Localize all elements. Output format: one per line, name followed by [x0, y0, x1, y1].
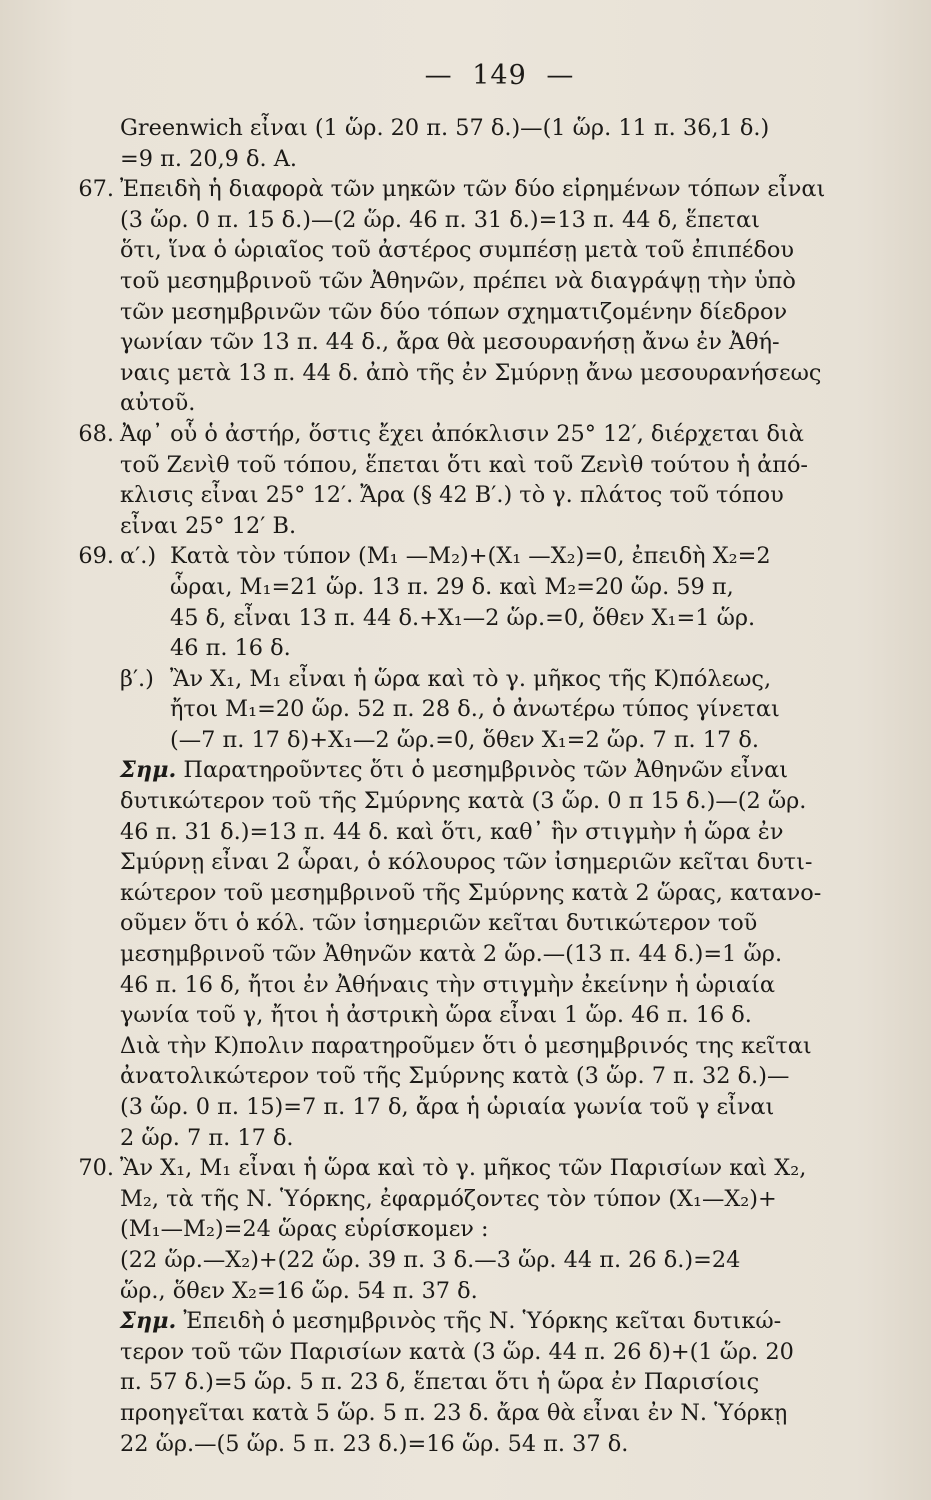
text-line: (—7 π. 17 δ)+X₁—2 ὥρ.=0, ὅθεν X₁=2 ὥρ. 7 π. 17 δ.: [170, 726, 759, 753]
text-segment: Παρατηροῦντες ὅτι ὁ μεσημβρινὸς τῶν Ἀθηνῶν εἶναι: [183, 757, 788, 784]
text-line: 46 π. 16 δ.: [170, 635, 291, 662]
text-line: μεσημβρινοῦ τῶν Ἀθηνῶν κατὰ 2 ὥρ.—(13 π. 44 δ.)=1 ὥρ.: [120, 941, 783, 968]
text-line: Σμύρνῃ εἶναι 2 ὧραι, ὁ κόλουρος τῶν ἰσημεριῶν κεῖται δυτι-: [120, 849, 813, 876]
text-line: γωνία τοῦ γ, ἤτοι ἡ ἀστρικὴ ὥρα εἶναι 1 ὥρ. 46 π. 16 δ.: [120, 1002, 752, 1029]
text-line: ὅτι, ἵνα ὁ ὡριαῖος τοῦ ἀστέρος συμπέσῃ μετὰ τοῦ ἐπιπέδου: [120, 237, 794, 264]
paragraph-69-alpha: [78, 541, 839, 663]
text-line: τοῦ μεσημβρινοῦ τῶν Ἀθηνῶν, πρέπει νὰ διαγράψῃ τὴν ὑπὸ: [120, 267, 796, 294]
text-line: Ἂν X₁, M₁ εἶναι ἡ ὥρα καὶ τὸ γ. μῆκος τῶν Παρισίων καὶ X₂,: [120, 1155, 807, 1182]
text-line: (3 ὥρ. 0 π. 15)=7 π. 17 δ, ἄρα ἡ ὡριαία γωνία τοῦ γ εἶναι: [120, 1094, 775, 1120]
text-line: π. 57 δ.)=5 ὥρ. 5 π. 23 δ, ἕπεται ὅτι ἡ ὥρα ἐν Παρισίοις: [120, 1369, 760, 1396]
text-line: 2 ὥρ. 7 π. 17 δ.: [120, 1124, 294, 1151]
page-number: 149: [472, 60, 527, 91]
text-line: Διὰ τὴν Κ)πολιν παρατηροῦμεν ὅτι ὁ μεσημβρινός της κεῖται: [120, 1032, 812, 1059]
paragraph-continuation: [120, 113, 839, 174]
note-label: Σημ.: [120, 1308, 177, 1335]
text-line: Ἂν X₁, M₁ εἶναι ἡ ὥρα καὶ τὸ γ. μῆκος τῆς Κ)πόλεως,: [170, 665, 772, 692]
text-line: (3 ὥρ. 0 π. 15 δ.)—(2 ὥρ. 46 π. 31 δ.)=13 π. 44 δ, ἕπεται: [120, 206, 760, 233]
text-line: 46 π. 16 δ, ἤτοι ἐν Ἀθήναις τὴν στιγμὴν ἐκείνην ἡ ὡριαία: [120, 971, 775, 998]
text-line: =9 π. 20,9 δ. Α.: [120, 145, 298, 172]
text-line: δυτικώτερον τοῦ τῆς Σμύρνης κατὰ (3 ὥρ. 0 π 15 δ.)—(2 ὥρ.: [120, 788, 807, 815]
paragraph-70: [78, 1153, 839, 1306]
note-70: [120, 1306, 839, 1459]
sub-label: α′.): [120, 543, 157, 570]
text-line: Κατὰ τὸν τύπον (M₁ —M₂)+(X₁ —X₂)=0, ἐπειδὴ X₂=2: [170, 543, 771, 570]
text-line: 45 δ, εἶναι 13 π. 44 δ.+X₁—2 ὥρ.=0, ὅθεν X₁=1 ὥρ.: [170, 604, 756, 631]
text-line: τῶν μεσημβρινῶν τῶν δύο τόπων σχηματιζομένην δίεδρον: [120, 298, 788, 325]
paragraph-number: 69.: [78, 543, 114, 570]
paragraph-67: [78, 174, 839, 419]
text-line: ὥρ., ὅθεν X₂=16 ὥρ. 54 π. 37 δ.: [120, 1277, 478, 1304]
text-line: Ἐπειδὴ ἡ διαφορὰ τῶν μηκῶν τῶν δύο εἰρημένων τόπων εἶναι: [120, 176, 826, 203]
text-line: ἀνατολικώτερον τοῦ τῆς Σμύρνης κατὰ (3 ὥρ. 7 π. 32 δ.)—: [120, 1063, 790, 1090]
header-dash-right: —: [546, 60, 575, 91]
text-line: τοῦ Ζενὶθ τοῦ τόπου, ἕπεται ὅτι καὶ τοῦ Ζενὶθ τούτου ἡ ἀπό-: [120, 451, 808, 478]
paragraph-number: 68.: [78, 420, 114, 447]
text-line: εἶναι 25° 12′ Β.: [120, 512, 297, 539]
text-line: [120, 1306, 839, 1337]
text-line: γωνίαν τῶν 13 π. 44 δ., ἄρα θὰ μεσουρανήσῃ ἄνω ἐν Ἀθή-: [120, 329, 780, 356]
text-line: 46 π. 31 δ.)=13 π. 44 δ. καὶ ὅτι, καθ᾽ ἣν στιγμὴν ἡ ὥρα ἐν: [120, 818, 784, 845]
text-line: προηγεῖται κατὰ 5 ὥρ. 5 π. 23 δ. ἄρα θὰ εἶναι ἐν Ν. Ὑόρκῃ: [120, 1399, 788, 1426]
page-header: [120, 60, 839, 91]
text-line: κλισις εἶναι 25° 12′. Ἄρα (§ 42 Β′.) τὸ γ. πλάτος τοῦ τόπου: [120, 482, 784, 509]
paragraph-69-beta: [120, 664, 839, 756]
text-line: ναις μετὰ 13 π. 44 δ. ἀπὸ τῆς ἐν Σμύρνῃ ἄνω μεσουρανήσεως: [120, 359, 822, 386]
text-line: [120, 755, 839, 786]
note-69: [120, 755, 839, 1153]
text-line: Greenwich εἶναι (1 ὥρ. 20 π. 57 δ.)—(1 ὥρ. 11 π. 36,1 δ.): [120, 115, 770, 141]
text-line: (M₁—M₂)=24 ὥρας εὑρίσκομεν :: [120, 1216, 489, 1243]
text-segment: Ἐπειδὴ ὁ μεσημβρινὸς τῆς Ν. Ὑόρκης κεῖται δυτικώ-: [183, 1308, 782, 1335]
paragraph-68: [78, 419, 839, 541]
text-line: Ἀφ᾽ οὗ ὁ ἀστήρ, ὅστις ἔχει ἀπόκλισιν 25° 12′, διέρχεται διὰ: [120, 420, 804, 447]
text-line: κώτερον τοῦ μεσημβρινοῦ τῆς Σμύρνης κατὰ 2 ὥρας, κατανο-: [120, 879, 822, 906]
text-line: (22 ὥρ.—X₂)+(22 ὥρ. 39 π. 3 δ.—3 ὥρ. 44 π. 26 δ.)=24: [120, 1246, 741, 1273]
text-line: ἤτοι M₁=20 ὥρ. 52 π. 28 δ., ὁ ἀνωτέρω τύπος γίνεται: [170, 696, 780, 723]
note-label: Σημ.: [120, 757, 177, 784]
text-line: 22 ὥρ.—(5 ὥρ. 5 π. 23 δ.)=16 ὥρ. 54 π. 37 δ.: [120, 1430, 629, 1457]
paragraph-number: 67.: [78, 176, 114, 203]
sub-label: β′.): [120, 665, 154, 692]
text-line: τερον τοῦ τῶν Παρισίων κατὰ (3 ὥρ. 44 π. 26 δ)+(1 ὥρ. 20: [120, 1338, 794, 1365]
paragraph-number: 70.: [78, 1155, 114, 1182]
text-line: αὐτοῦ.: [120, 390, 196, 417]
text-line: ὧραι, M₁=21 ὥρ. 13 π. 29 δ. καὶ M₂=20 ὥρ. 59 π,: [170, 573, 734, 600]
header-dash-left: —: [424, 60, 453, 91]
text-line: M₂, τὰ τῆς Ν. Ὑόρκης, ἐφαρμόζοντες τὸν τύπον (X₁—X₂)+: [120, 1185, 777, 1212]
text-line: οῦμεν ὅτι ὁ κόλ. τῶν ἰσημεριῶν κεῖται δυτικώτερον τοῦ: [120, 910, 758, 937]
